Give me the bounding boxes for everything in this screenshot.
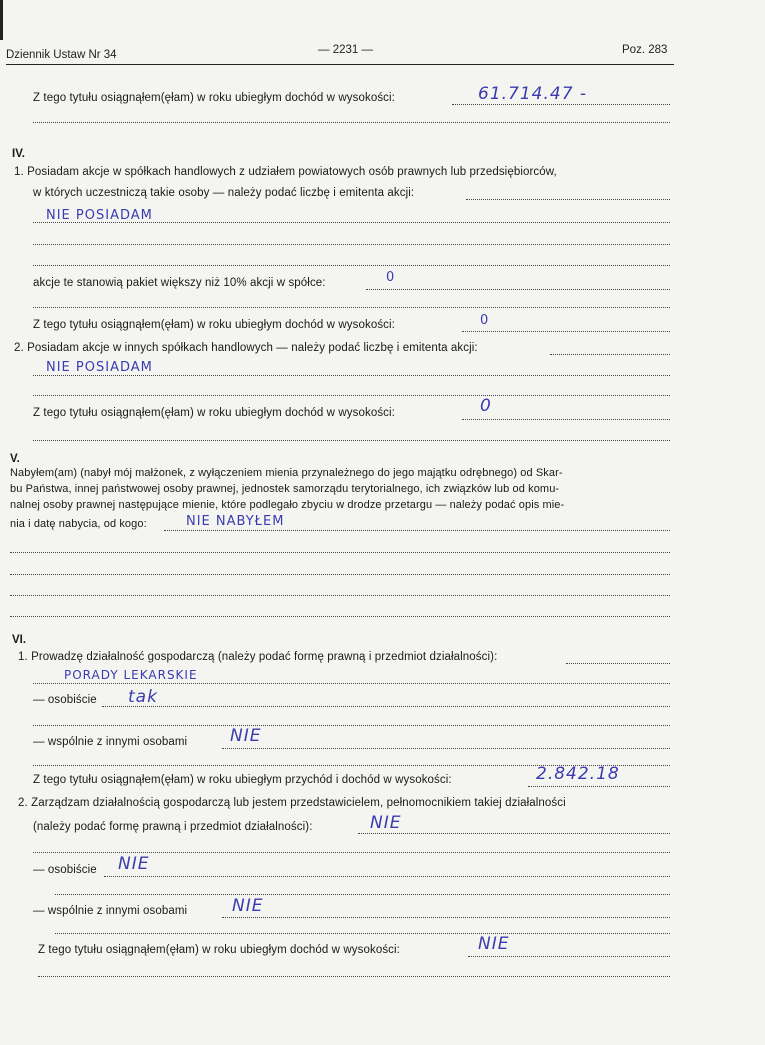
dotted-line [366,289,670,290]
section-v-line4: nia i datę nabycia, od kogo: [10,518,147,530]
dotted-line [10,574,670,575]
dotted-line [566,663,670,664]
personal2-value: NIE [118,854,150,874]
scan-edge-mark [0,0,3,40]
section-vi-item2-line1: 2. Zarządzam działalnością gospodarczą lub jestem przedstawicielem, pełnomocnikiem takiej działalności [18,797,566,809]
dotted-line [33,852,670,853]
dotted-line [358,833,670,834]
section-iv-income1-label: Z tego tytułu osiągnąłem(ęłam) w roku ubiegłym dochód w wysokości: [33,319,395,331]
dotted-line [33,122,670,123]
jointly-label: — wspólnie z innymi osobami [33,736,188,748]
jointly-value: NIE [230,726,262,746]
section-iv-item1-line1: 1. Posiadam akcje w spółkach handlowych z udziałem powiatowych osób prawnych lub przedsiębiorców, [14,166,557,178]
dotted-line [462,331,670,332]
personal-label: — osobiście [33,694,97,706]
dotted-line [55,894,670,895]
section-iv-item2-line: 2. Posiadam akcje w innych spółkach handlowych — należy podać liczbę i emitenta akcji: [14,342,478,354]
journal-title: Dziennik Ustaw Nr 34 [6,49,117,61]
section-iv-item1-line2: w których uczestniczą takie osoby — należy podać liczbę i emitenta akcji: [33,187,415,199]
section-vi-item1-line: 1. Prowadzę działalność gospodarczą (należy podać formę prawną i przedmiot działalności): [18,651,498,663]
dotted-line [33,265,670,266]
top-income-label: Z tego tytułu osiągnąłem(ęłam) w roku ubiegłym dochód w wysokości: [33,92,395,104]
dotted-line [33,440,670,441]
dotted-line [10,552,670,553]
section-v-answer: NIE NABYŁEM [186,514,285,529]
section-vi-income2-value: NIE [478,934,510,954]
section-vi-income2-label: Z tego tytułu osiągnąłem(ęłam) w roku ubiegłym dochód w wysokości: [38,944,400,956]
dotted-line [33,395,670,396]
dotted-line [10,616,670,617]
jointly2-value: NIE [232,896,264,916]
dotted-line [222,748,670,749]
top-income-value: 61.714.47 - [478,84,588,104]
dotted-line [468,956,670,957]
section-iv-item1-answer: NIE POSIADAM [46,208,153,223]
section-iv-income1-value: 0 [480,313,490,328]
section-v-line2: bu Państwa, innej państwowej osoby prawnej, jednostek samorządu terytorialnego, ich związków lub od komu- [10,483,560,495]
dotted-line [528,786,670,787]
section-vi-heading: VI. [12,634,27,646]
dotted-line [550,354,670,355]
dotted-line [164,530,670,531]
section-iv-item2-answer: NIE POSIADAM [46,360,153,375]
section-v-heading: V. [10,453,20,465]
dotted-line [452,104,670,105]
dotted-line [10,595,670,596]
dotted-line [33,683,670,684]
section-vi-income1-label: Z tego tytułu osiągnąłem(ęłam) w roku ubiegłym przychód i dochód w wysokości: [33,774,452,786]
section-v-line3: nalnej osoby prawnej następujące mienie, które podlegało zbyciu w drodze przetargu — należy podać opis mie- [10,499,565,511]
dotted-line [33,307,670,308]
dotted-line [33,244,670,245]
section-vi-item2-answer: NIE [370,813,402,833]
dotted-line [55,933,670,934]
dotted-line [104,876,670,877]
dotted-line [33,222,670,223]
dotted-line [462,419,670,420]
packet-label: akcje te stanowią pakiet większy niż 10% akcji w spółce: [33,277,326,289]
section-v-line1: Nabyłem(am) (nabył mój małżonek, z wyłączeniem mienia przynależnego do jego majątku odrębnego) od Skar- [10,467,563,479]
jointly2-label: — wspólnie z innymi osobami [33,905,188,917]
dotted-line [466,199,670,200]
packet-value: 0 [386,270,396,285]
section-vi-item2-line2: (należy podać formę prawną i przedmiot działalności): [33,821,313,833]
section-iv-income2-value: 0 [480,396,492,416]
personal-value: tak [128,687,158,707]
dotted-line [222,917,670,918]
position-number: Poz. 283 [622,44,668,56]
header-rule [6,64,674,65]
dotted-line [33,725,670,726]
section-iv-heading: IV. [12,148,26,160]
page-number: — 2231 — [318,44,373,56]
dotted-line [102,706,670,707]
dotted-line [33,375,670,376]
section-vi-income1-value: 2.842.18 [536,764,620,784]
section-iv-income2-label: Z tego tytułu osiągnąłem(ęłam) w roku ubiegłym dochód w wysokości: [33,407,395,419]
dotted-line [38,976,670,977]
personal2-label: — osobiście [33,864,97,876]
section-vi-item1-answer: PORADY LEKARSKIE [64,668,198,682]
